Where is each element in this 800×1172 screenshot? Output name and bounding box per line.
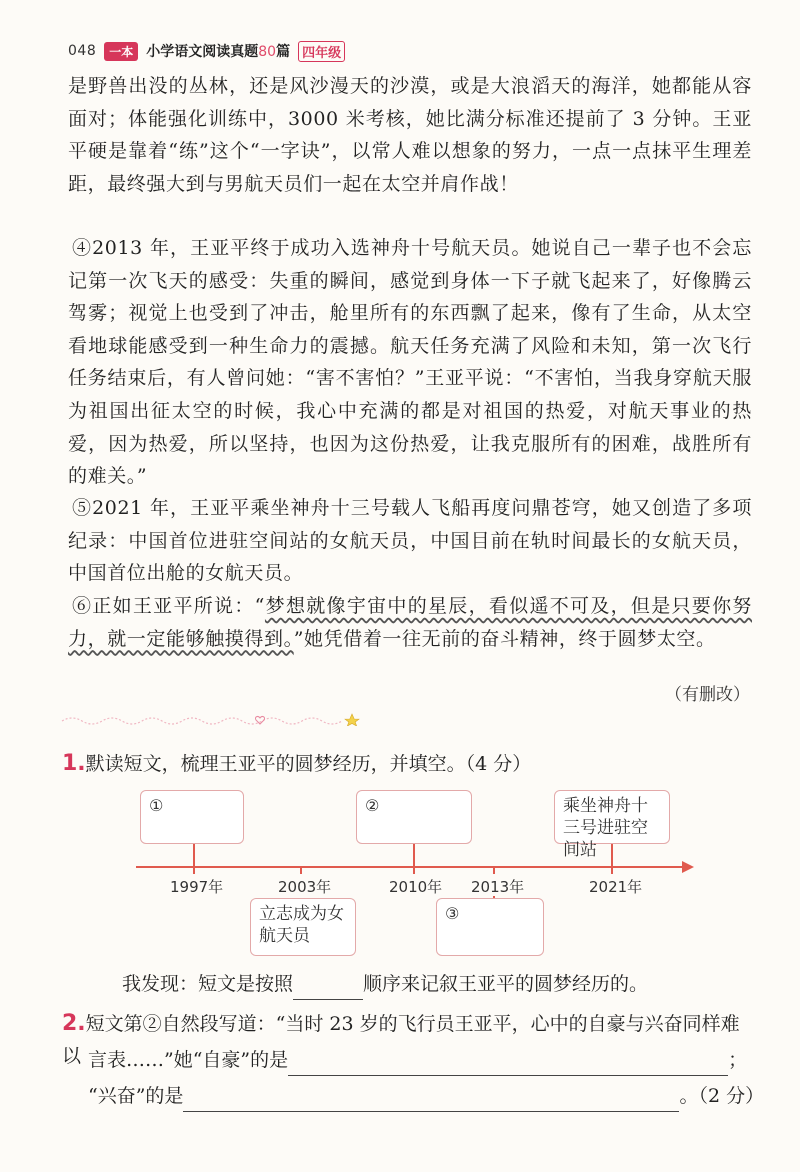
timeline-box-4: 立志成为女航天员 bbox=[250, 898, 356, 956]
series-title: 小学语文阅读真题80篇 bbox=[146, 44, 291, 60]
timeline-year-2003: 2003年 bbox=[278, 878, 332, 896]
page-header bbox=[68, 40, 345, 62]
excitement-answer-blank[interactable] bbox=[183, 1089, 679, 1112]
brand-logo: 一本 bbox=[104, 42, 138, 61]
passage-paragraph-4: ④2013 年，王亚平终于成功入选神舟十号航天员。她说自己一辈子也不会忘记第一次飞天的感受：失重的瞬间，感觉到身体一下子就飞起来了，好像腾云驾雾；视觉上也受到了冲击，舱里所有的东西飘了起来，像有了生命，从太空看地球能感受到一种生命力的震撼。航天任务充满了风险和未知，第一次飞行任务结束后，有人曾问她：“害不害怕？”王亚平说：“不害怕，当我身穿航天服为祖国出征太空的时候，我心中充满的都是对祖国的热爱，对航天事业的热爱，因为热爱，所以坚持，也因为这份热爱，让我克服所有的困难，战胜所有的难关。” bbox=[68, 237, 752, 488]
question-1 bbox=[62, 748, 531, 780]
question-1-prompt: 默读短文，梳理王亚平的圆梦经历，并填空。（4 分） bbox=[85, 753, 532, 775]
timeline-year-2010: 2010年 bbox=[389, 878, 443, 896]
question-1-number: 1. bbox=[62, 751, 86, 776]
timeline-box-3: 乘坐神舟十三号进驻空间站 bbox=[554, 790, 670, 844]
timeline-arrow-icon bbox=[682, 861, 694, 873]
decorative-divider bbox=[60, 712, 360, 726]
timeline-box-5[interactable]: ③ bbox=[436, 898, 544, 956]
timeline-year-1997: 1997年 bbox=[170, 878, 224, 896]
page-number: 048 bbox=[68, 43, 97, 59]
passage-paragraph-6: ⑥正如王亚平所说：“梦想就像宇宙中的星辰，看似遥不可及，但是只要你努力，就一定能够触摸得到。”她凭借着一往无前的奋斗精神，终于圆梦太空。 bbox=[68, 595, 752, 650]
timeline-year-2021: 2021年 bbox=[589, 878, 643, 896]
question-2: 2.短文第②自然段写道：“当时 23 岁的飞行员王亚平，心中的自豪与兴奋同样难以 bbox=[62, 1011, 740, 1067]
timeline-box-2[interactable]: ② bbox=[356, 790, 472, 844]
finding-answer-blank[interactable] bbox=[293, 977, 363, 1000]
timeline-axis bbox=[136, 866, 686, 868]
question-1-finding: 我发现：短文是按照 顺序来记叙王亚平的圆梦经历的。 bbox=[122, 968, 648, 1000]
passage-paragraph-5: ⑤2021 年，王亚平乘坐神舟十三号载人飞船再度问鼎苍穹，她又创造了多项纪录：中国首位进驻空间站的女航天员，中国目前在轨时间最长的女航天员，中国首位出舱的女航天员。 bbox=[68, 497, 752, 585]
source-note: （有删改） bbox=[665, 685, 750, 705]
question-2-line-2: 言表……”她“自豪”的是 ； bbox=[88, 1044, 747, 1076]
pride-answer-blank[interactable] bbox=[288, 1053, 728, 1076]
underlined-quote: 梦想就像宇宙中的星辰，看似遥不可及，但是只要你努力，就一定能够触摸得到。 bbox=[68, 595, 752, 650]
passage-paragraph-3-continued: 是野兽出没的丛林，还是风沙漫天的沙漠，或是大浪滔天的海洋，她都能从容面对；体能强化训练中，3000 米考核，她比满分标准还提前了 3 分钟。王亚平硬是靠着“练”这个“一字诀”，以常人难以想象的努力，一点一点抹平生理差距，最终强大到与男航天员们一起在太空并肩作战！ bbox=[68, 75, 752, 195]
question-2-line-3: “兴奋”的是 。（2 分） bbox=[88, 1080, 764, 1112]
question-2-number: 2. bbox=[62, 1011, 86, 1036]
timeline-box-1[interactable]: ① bbox=[140, 790, 244, 844]
grade-badge: 四年级 bbox=[298, 41, 345, 62]
timeline-year-2013: 2013年 bbox=[471, 878, 525, 896]
star-icon bbox=[345, 714, 359, 726]
